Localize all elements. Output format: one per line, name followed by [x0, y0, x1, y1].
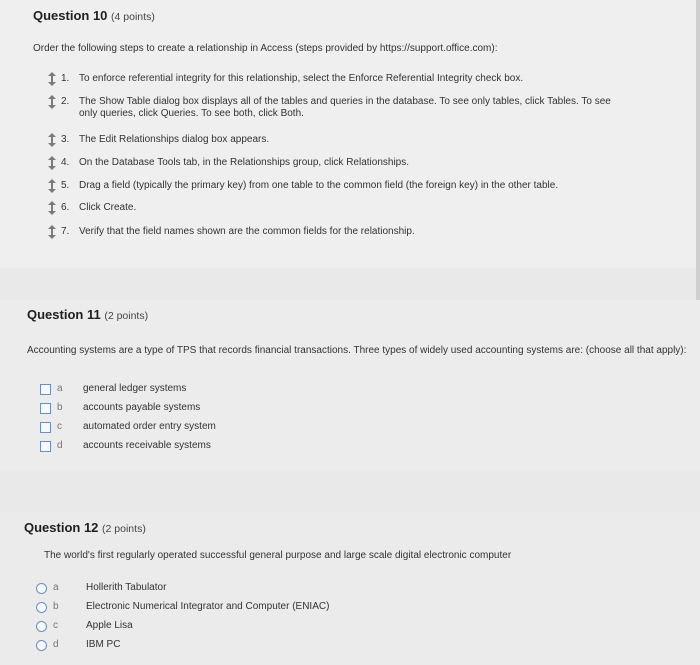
step-text: On the Database Tools tab, in the Relationships group, click Relationships. — [79, 157, 410, 168]
question-points: (2 points) — [104, 310, 149, 322]
question-12-panel — [0, 512, 700, 665]
reorder-arrows-icon[interactable] — [46, 72, 58, 86]
question-10-title — [33, 8, 155, 23]
question-11-prompt: Accounting systems are a type of TPS that records financial transactions. Three types of widely used accounting systems are: (choose all that apply): — [27, 345, 687, 356]
step-number: 7. — [61, 226, 70, 237]
step-number: 6. — [61, 202, 70, 213]
option-text: IBM PC — [86, 639, 121, 650]
reorder-arrows-icon[interactable] — [46, 179, 58, 193]
question-title-text: Question 11 — [27, 307, 101, 322]
answer-option[interactable] — [40, 402, 260, 416]
reorder-arrows-icon[interactable] — [46, 201, 58, 215]
radio-button[interactable] — [36, 621, 47, 632]
question-12-title — [24, 520, 146, 535]
scrollbar[interactable] — [696, 0, 700, 300]
answer-option[interactable] — [36, 620, 356, 634]
radio-button[interactable] — [36, 602, 47, 613]
option-letter: b — [57, 402, 63, 413]
step-text: The Show Table dialog box displays all of the tables and queries in the database. To see only tables, click Tables. To see only queries, click Queries. To see both, click Both. — [79, 96, 611, 119]
option-text: Electronic Numerical Integrator and Computer (ENIAC) — [86, 601, 330, 612]
option-letter: d — [57, 440, 63, 451]
checkbox[interactable] — [40, 403, 51, 414]
option-letter: a — [53, 582, 59, 593]
question-11-panel — [0, 300, 700, 470]
question-10-prompt: Order the following steps to create a relationship in Access (steps provided by https://support.office.com): — [33, 43, 498, 54]
option-text: accounts payable systems — [83, 402, 201, 413]
step-text: Click Create. — [79, 202, 137, 213]
answer-option[interactable] — [40, 440, 260, 454]
answer-option[interactable] — [40, 383, 260, 397]
reorder-arrows-icon[interactable] — [46, 156, 58, 170]
question-points: (4 points) — [111, 11, 155, 23]
option-letter: b — [53, 601, 59, 612]
reorder-arrows-icon[interactable] — [46, 225, 58, 239]
answer-option[interactable] — [40, 421, 260, 435]
option-text: Hollerith Tabulator — [86, 582, 167, 593]
reorder-arrows-icon[interactable] — [46, 95, 58, 109]
step-text: The Edit Relationships dialog box appears. — [79, 134, 270, 145]
question-10-panel — [0, 0, 700, 268]
answer-option[interactable] — [36, 639, 356, 653]
question-11-title — [27, 307, 148, 322]
reorder-arrows-icon[interactable] — [46, 133, 58, 147]
option-text: general ledger systems — [83, 383, 187, 394]
question-title-text: Question 10 — [33, 8, 108, 23]
question-12-prompt: The world's first regularly operated successful general purpose and large scale digital electronic computer — [44, 550, 512, 561]
option-letter: d — [53, 639, 59, 650]
radio-button[interactable] — [36, 583, 47, 594]
option-letter: a — [57, 383, 63, 394]
step-text: To enforce referential integrity for this relationship, select the Enforce Referential Integrity check box. — [79, 73, 524, 84]
step-text: Drag a field (typically the primary key) from one table to the common field (the foreign key) in the other table. — [79, 180, 559, 191]
option-text: automated order entry system — [83, 421, 216, 432]
step-number: 1. — [61, 73, 70, 84]
step-number: 4. — [61, 157, 70, 168]
step-text: Verify that the field names shown are the common fields for the relationship. — [79, 226, 415, 237]
checkbox[interactable] — [40, 384, 51, 395]
checkbox[interactable] — [40, 422, 51, 433]
question-points: (2 points) — [102, 523, 146, 535]
option-letter: c — [57, 421, 62, 432]
step-number: 2. — [61, 96, 70, 107]
step-number: 3. — [61, 134, 70, 145]
answer-option[interactable] — [36, 582, 356, 596]
checkbox[interactable] — [40, 441, 51, 452]
step-number: 5. — [61, 180, 70, 191]
option-text: Apple Lisa — [86, 620, 133, 631]
radio-button[interactable] — [36, 640, 47, 651]
question-title-text: Question 12 — [24, 520, 99, 535]
option-text: accounts receivable systems — [83, 440, 211, 451]
option-letter: c — [53, 620, 58, 631]
answer-option[interactable] — [36, 601, 356, 615]
